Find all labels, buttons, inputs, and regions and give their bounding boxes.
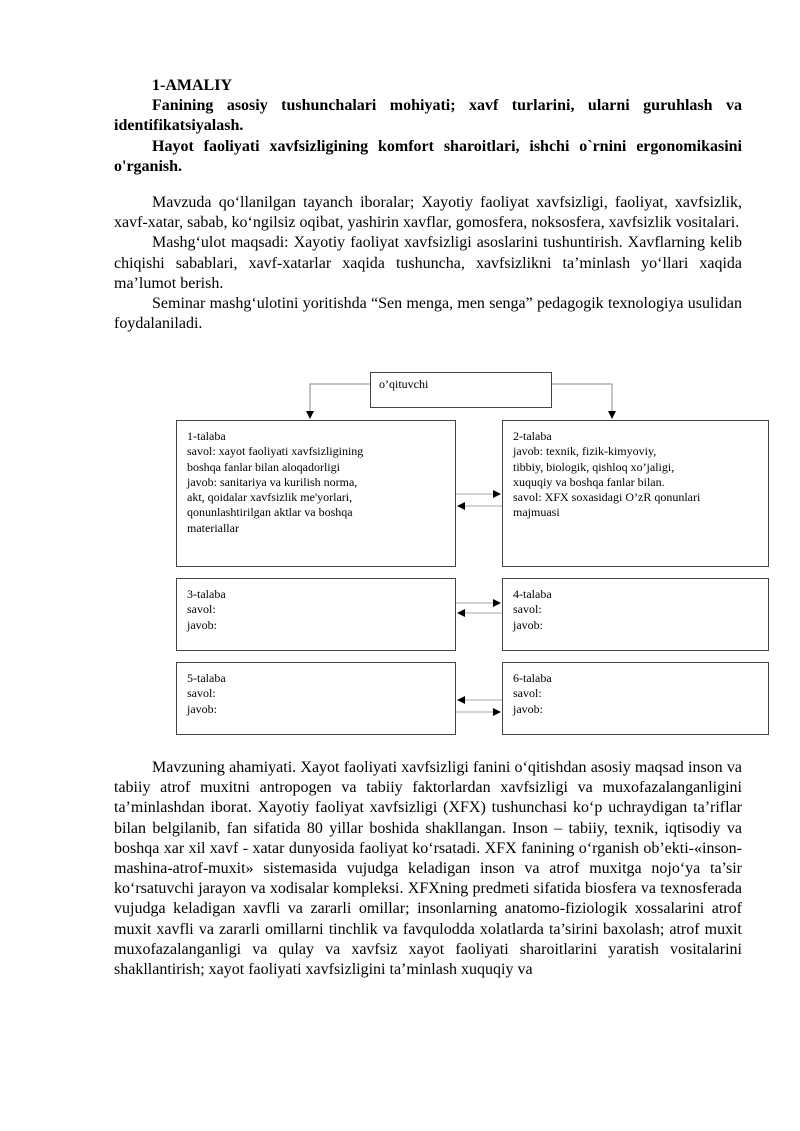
box1-line: boshqa fanlar bilan aloqadorligi [187, 459, 340, 474]
box4-line: savol: [513, 602, 542, 617]
paragraph-goal: Mashg‘ulot maqsadi: Xayotiy faoliyat xavfsizligi asoslarini tushuntirish. Xavflarning kelib chiqishi sabablari, xavf-xatarlar xaqida tushuncha, xavfsizlikni ta’minlash yo‘llari xaqida ma’lumot berish. [114, 234, 742, 292]
box5-line: javob: [187, 701, 217, 716]
student-box-6 [502, 662, 769, 735]
box1-line: akt, qoidalar xavfsizlik me'yorlari, [187, 490, 353, 505]
student-box-5 [176, 662, 456, 735]
paragraph-keywords: Mavzuda qo‘llanilgan tayanch iboralar; Xayotiy faoliyat xavfsizligi, faoliyat, xavfsizlik, xavf-xatar, sabab, ko‘ngilsiz oqibat, yashirin xavflar, gomosfera, noksosfera, xavfsizlik vositalari. [114, 194, 742, 232]
box1-line: 1-talaba [187, 429, 226, 443]
subtitle-1: Fanining asosiy tushunchalari mohiyati; xavf turlarini, ularni guruhlash va identifikatsiyalash. [114, 97, 742, 135]
box6-line: javob: [513, 701, 543, 716]
subtitle-2: Hayot faoliyati xavfsizligining komfort sharoitlari, ishchi o`rnini ergonomikasini o'rganish. [114, 137, 742, 175]
heading: 1-AMALIY [152, 77, 232, 94]
box2-line: 2-talaba [513, 429, 552, 443]
box1-line: savol: xayot faoliyati xavfsizligining [187, 444, 364, 459]
paragraph-importance: Mavzuning ahamiyati. Xayot faoliyati xavfsizligi fanini o‘qitishdan asosiy maqsad inson va tabiiy atrof muxitni antropogen va tabiiy faktorlardan xavfsizligi va muxofazalanganligini ta’minlashdan iborat. Xayotiy faoliyat xavfsizligi (XFX) tushunchasi ko‘p uchraydigan ta’riflar bilan belgilanib, fan sifatida 80 yillar boshida shakllangan. Inson – tabiiy, texnik, iqtisodiy va boshqa xar xil xavf - xatar dunyosida faoliyat ko‘rsatadi. XFX fanining o‘rganish ob’ekti-«inson-mashina-atrof-muxit» sistemasida vujudga keladigan inson va atrof muxitga nojo‘ya ta’sir ko‘rsatuvchi jarayon va xodisalar kompleksi. XFXning predmeti sifatida biosfera va texnosferada vujudga keladigan xavfli va zararli omillar; insonlarning anatomo-fiziologik xossalarini atrof muxit xavfli va zararli omillarni tinchlik va favqulodda xolatlarda ta’sirini baxolash; atrof muxit muxofazalanganligi va qulay va xavfsiz xayot faoliyati sharoitlarini yaratish vositalarini shakllantirish; xayot faoliyati xavfsizligini ta’minlash xuquqiy va [114, 759, 742, 979]
paragraph-method: Seminar mashg‘ulotini yoritishda “Sen menga, men senga” pedagogik texnologiya usulidan foydalaniladi. [114, 295, 742, 333]
teacher-box [370, 372, 552, 408]
teacher-left-arrow [310, 384, 370, 418]
box4-line: 4-talaba [513, 587, 552, 601]
teacher-right-arrow [552, 384, 612, 418]
box1-line: materiallar [187, 520, 239, 535]
document-page-lower [114, 758, 742, 980]
box5-line: savol: [187, 686, 216, 701]
box6-line: savol: [513, 686, 542, 701]
teacher-label: o’qituvchi [379, 377, 429, 391]
box2-line: savol: XFX soxasidagi O’zR qonunlari [513, 490, 701, 505]
box3-line: 3-talaba [187, 587, 226, 601]
box2-line: xuquqiy va boshqa fanlar bilan. [513, 474, 665, 489]
box2-line: javob: texnik, fizik-kimyoviy, [513, 444, 657, 459]
student-box-1 [176, 420, 456, 567]
box2-line: tibbiy, biologik, qishloq xo’jaligi, [513, 459, 675, 474]
box3-line: javob: [187, 617, 217, 632]
box1-line: qonunlashtirilgan aktlar va boshqa [187, 505, 353, 520]
student-box-2 [502, 420, 769, 567]
box2-line: majmuasi [513, 505, 560, 520]
student-box-4 [502, 578, 769, 651]
student-box-3 [176, 578, 456, 651]
box1-line: javob: sanitariya va kurilish norma, [187, 474, 358, 489]
box5-line: 5-talaba [187, 671, 226, 685]
box6-line: 6-talaba [513, 671, 552, 685]
box4-line: javob: [513, 617, 543, 632]
box3-line: savol: [187, 602, 216, 617]
